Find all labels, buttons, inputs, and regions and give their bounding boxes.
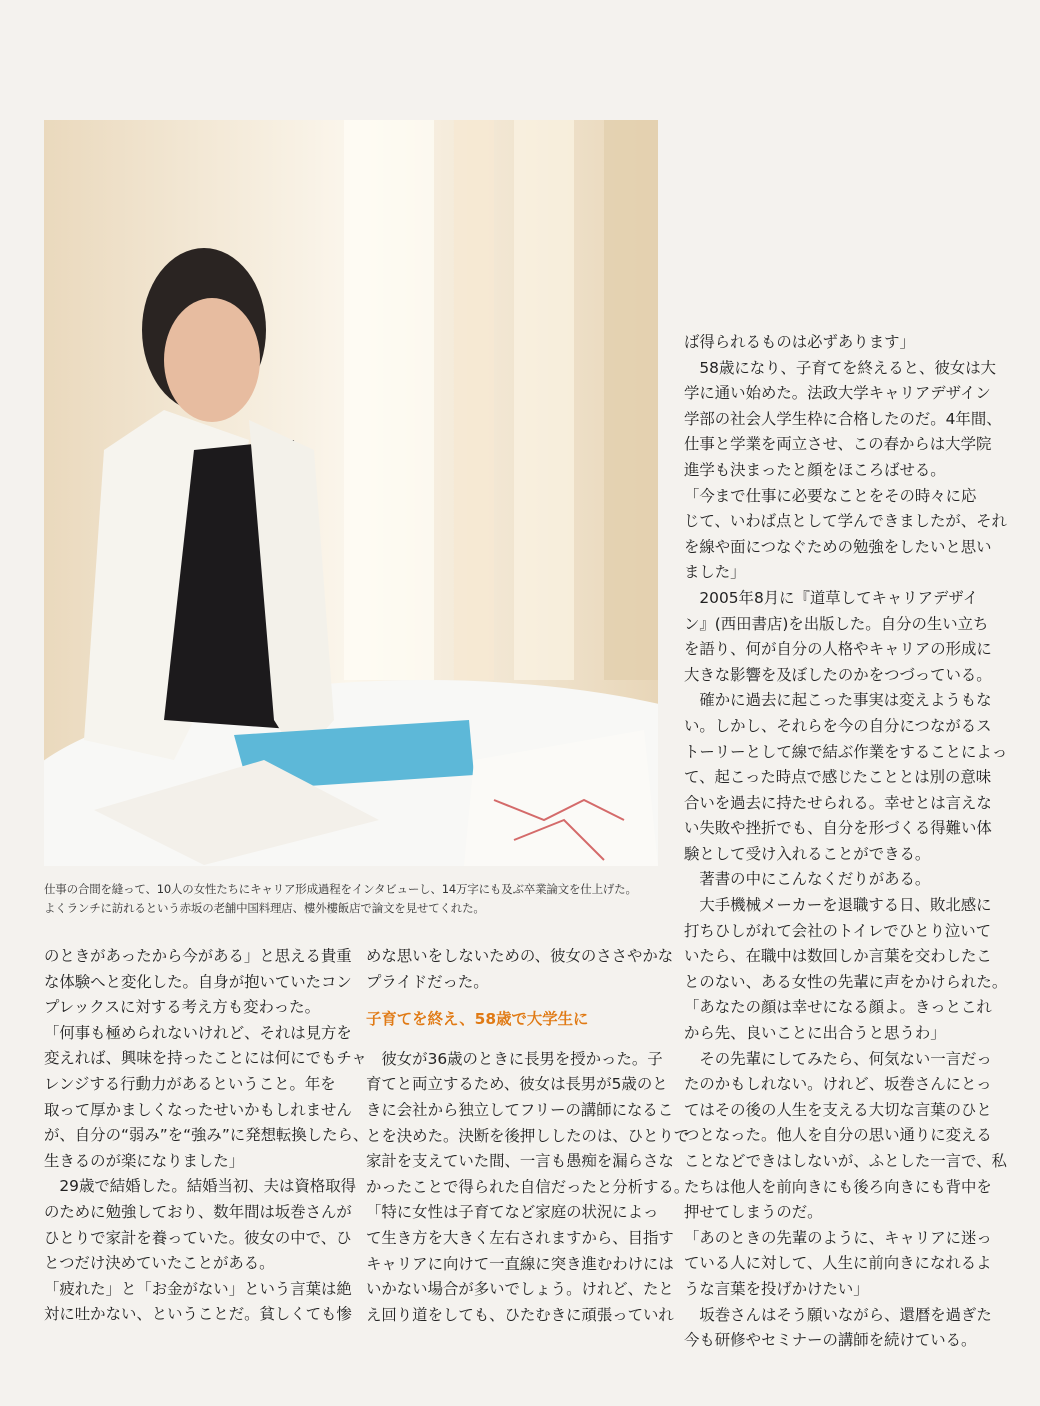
text-line: 押せてしまうのだ。 (684, 1203, 823, 1222)
text-line: たのかもしれない。けれど、坂巻さんにとっ (684, 1075, 992, 1094)
text-line: 学に通い始めた。法政大学キャリアデザイン (684, 384, 991, 403)
text-line: ました」 (684, 563, 746, 582)
text-line: トーリーとして線で結ぶ作業をすることによっ (684, 742, 1008, 761)
text-line: 学部の社会人学生枠に合格したのだ。4年間、 (684, 409, 1002, 428)
text-line: じて、いわば点として学んできましたが、それ (684, 512, 1007, 531)
text-line: レンジする行動力があるということ。年を (44, 1074, 336, 1093)
text-line: その先輩にしてみたら、何気ない一言だっ (684, 1049, 992, 1068)
text-line: 仕事と学業を両立させ、この春からは大学院 (684, 435, 992, 454)
text-line: 坂巻さんはそう願いながら、還暦を過ぎた (684, 1305, 992, 1324)
text-line: とを決めた。決断を後押ししたのは、ひとりで (366, 1126, 690, 1145)
text-line: とつだけ決めていたことがある。 (44, 1254, 275, 1273)
text-line: い失敗や挫折でも、自分を形づくる得難い体 (684, 819, 992, 838)
text-line: 今も研修やセミナーの講師を続けている。 (684, 1331, 977, 1350)
text-line: 58歳になり、子育てを終えると、彼女は大 (684, 358, 997, 377)
text-line: 合いを過去に持たせられる。幸せとは言えな (684, 793, 992, 812)
article-column-3 (684, 330, 1008, 1354)
photo-caption (44, 880, 664, 918)
text-line: いかない場合が多いでしょう。けれど、たと (366, 1280, 674, 1299)
text-line: のときがあったから今がある」と思える貴重 (44, 947, 352, 965)
caption-line-2: よくランチに訪れるという赤坂の老舗中国料理店、樓外樓飯店で論文を見せてくれた。 (44, 901, 485, 915)
text-line: てはその後の人生を支える大切な言葉のひと (684, 1100, 992, 1119)
text-line: い。しかし、それらを今の自分につながるス (684, 716, 992, 735)
text-line: 大手機械メーカーを退職する日、敗北感に (684, 896, 992, 915)
text-line: 大きな影響を及ぼしたのかをつづっている。 (684, 665, 992, 684)
text-line: 2005年8月に『道草してキャリアデザイ (684, 588, 979, 607)
text-line: いたら、在職中は数回しか言葉を交わしたこ (684, 947, 992, 966)
text-line: を語り、何が自分の人格やキャリアの形成に (684, 640, 992, 659)
text-line: 「あのときの先輩のように、キャリアに迷っ (684, 1228, 992, 1247)
text-line: ことなどできはしないが、ふとした一言で、私 (684, 1152, 1007, 1170)
text-line: 育てと両立するため、彼女は長男が5歳のと (366, 1075, 668, 1094)
text-line: つとなった。他人を自分の思い通りに変える (684, 1126, 992, 1145)
text-line: プライドだった。 (366, 972, 489, 991)
section-heading: 子育てを終え、58歳で大学生に (366, 1010, 589, 1029)
text-line: 取って厚かましくなったせいかもしれません (44, 1100, 352, 1119)
text-line: え回り道をしても、ひたむきに頑張っていれ (366, 1305, 674, 1324)
text-line: めな思いをしないための、彼女のささやかな (366, 947, 674, 965)
text-line: 対に吐かない、ということだ。貧しくても惨 (44, 1305, 352, 1324)
text-line: 29歳で結婚した。結婚当初、夫は資格取得 (44, 1177, 357, 1196)
text-line: うな言葉を投げかけたい」 (684, 1279, 869, 1298)
caption-line-1: 仕事の合間を縫って、10人の女性たちにキャリア形成過程をインタビューし、14万字にも及ぶ卒業論文を仕上げた。 (44, 882, 637, 896)
text-line: 確かに過去に起こった事実は変えようもな (684, 691, 992, 710)
text-line: 打ちひしがれて会社のトイレでひとり泣いて (684, 921, 992, 940)
text-line: かったことで得られた自信だったと分析する。 (366, 1177, 690, 1196)
text-line: ン』(西田書店)を出版した。自分の生い立ち (684, 614, 989, 633)
article-column-1 (44, 944, 369, 1328)
text-line: 験として受け入れることができる。 (684, 844, 931, 863)
text-line: 生きるのが楽になりました」 (44, 1151, 245, 1170)
text-line: 「今まで仕事に必要なことをその時々に応 (684, 486, 977, 505)
text-line: たちは他人を前向きにも後ろ向きにも背中を (684, 1177, 992, 1196)
text-line: 彼女が36歳のときに長男を授かった。子 (366, 1049, 663, 1068)
text-line: 「疲れた」と「お金がない」という言葉は絶 (44, 1279, 352, 1298)
article-photo (44, 120, 658, 866)
text-line: 家計を支えていた間、一言も愚痴を漏らさな (366, 1152, 674, 1171)
text-line: 変えれば、興味を持ったことには何にでもチャ (44, 1049, 367, 1068)
text-line: 「何事も極められないけれど、それは見方を (44, 1023, 352, 1042)
text-line: ひとりで家計を養っていた。彼女の中で、ひ (44, 1228, 352, 1247)
text-line: から先、良いことに出合うと思うわ」 (684, 1024, 946, 1043)
text-line: な体験へと変化した。自身が抱いていたコン (44, 972, 352, 991)
text-line: ば得られるものは必ずあります」 (684, 333, 915, 351)
text-line: 「特に女性は子育てなど家庭の状況によっ (366, 1203, 659, 1222)
text-line: が、自分の“弱み”を“強み”に発想転換したら、 (44, 1126, 369, 1145)
text-line: キャリアに向けて一直線に突き進むわけには (366, 1254, 674, 1273)
text-line: て生き方を大きく左右されますから、目指す (366, 1228, 674, 1247)
text-line: きに会社から独立してフリーの講師になるこ (366, 1100, 674, 1119)
text-line: を線や面につなぐための勉強をしたいと思い (684, 537, 992, 556)
text-line: 「あなたの顔は幸せになる顔よ。きっとこれ (684, 998, 992, 1017)
photo-illustration (44, 120, 658, 866)
text-line: て、起こった時点で感じたこととは別の意味 (684, 768, 992, 787)
text-line: のために勉強しており、数年間は坂巻さんが (44, 1202, 352, 1221)
text-line: 進学も決まったと顔をほころばせる。 (684, 460, 946, 479)
text-line: 著書の中にこんなくだりがある。 (684, 870, 931, 889)
text-line: プレックスに対する考え方も変わった。 (44, 998, 320, 1017)
article-column-2 (366, 944, 690, 1328)
text-line: ている人に対して、人生に前向きになれるよ (684, 1254, 992, 1273)
text-line: とのない、ある女性の先輩に声をかけられた。 (684, 972, 1008, 991)
